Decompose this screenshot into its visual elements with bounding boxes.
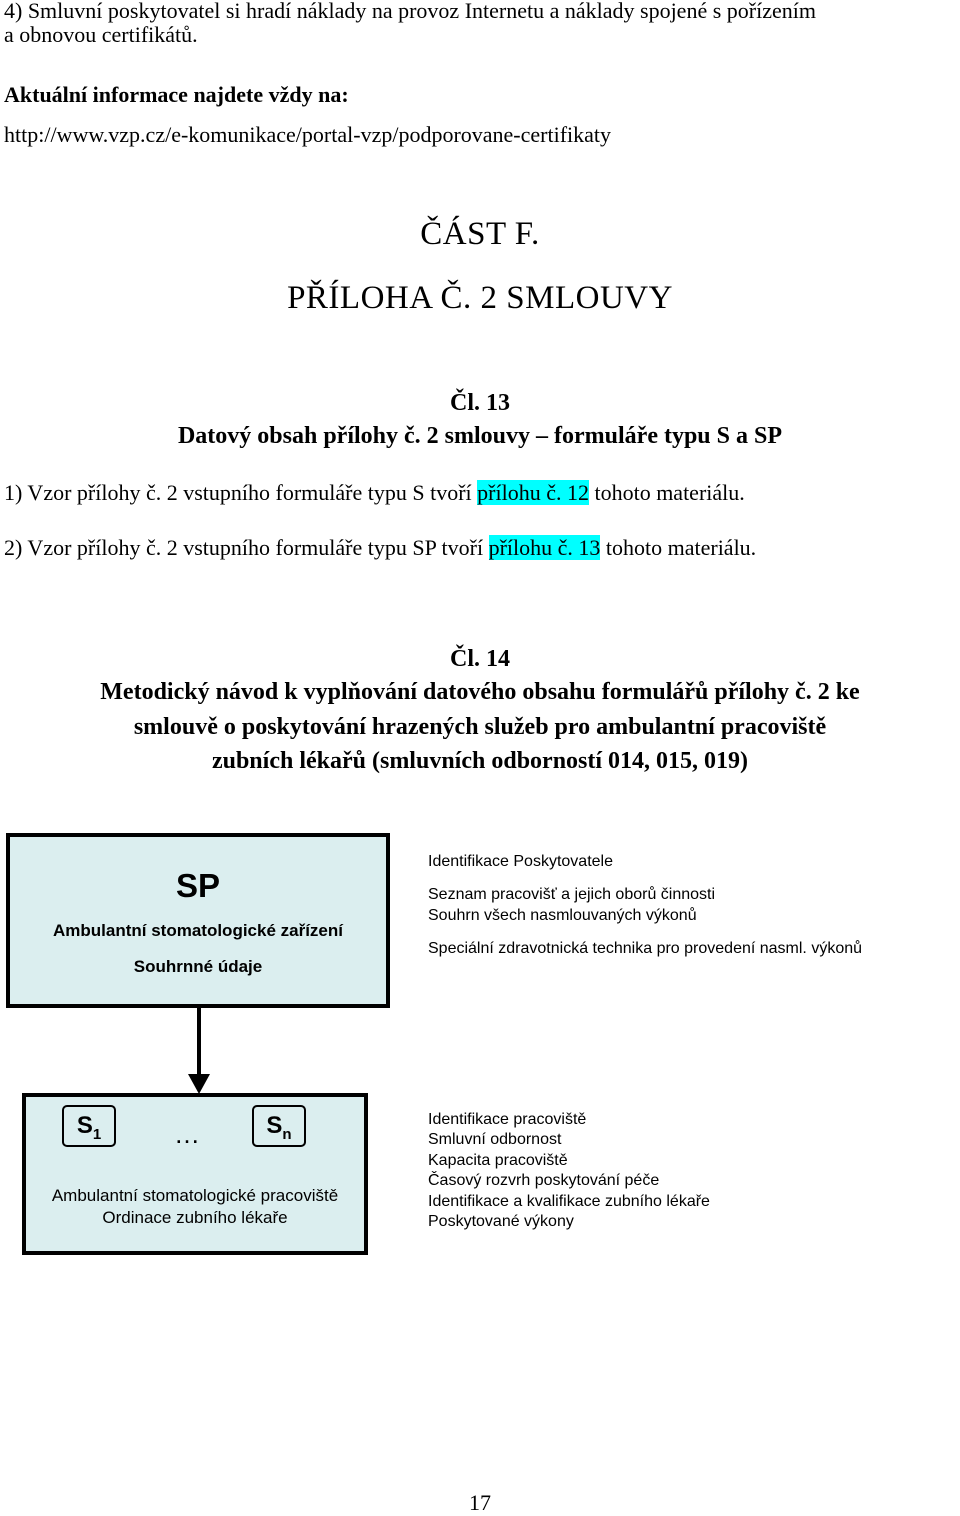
article-14-title-line-3: zubních lékařů (smluvních odborností 014, 015, 019) <box>211 748 749 774</box>
sp-line-2: Souhrnné údaje <box>133 957 263 976</box>
sp-item-4: Speciální zdravotnická technika pro provedení nasml. výkonů <box>428 940 863 957</box>
part-title: ČÁST F. <box>420 216 540 252</box>
s-item-4: Časový rozvrh poskytování péče <box>428 1172 660 1189</box>
article-14-title-line-1: Metodický návod k vyplňování datového obsahu formulářů přílohy č. 2 ke <box>100 679 860 705</box>
item-1-text: 1) Vzor přílohy č. 2 vstupního formuláře typu S tvoří <box>4 480 478 505</box>
s-item-6: Poskytované výkony <box>428 1213 574 1230</box>
article-13-label: Čl. 13 <box>450 390 510 416</box>
page-number: 17 <box>469 1490 491 1515</box>
article-13-title: Datový obsah přílohy č. 2 smlouvy – formuláře typu S a SP <box>177 423 783 449</box>
article-13-item-1 <box>4 480 745 506</box>
item-2-tail: tohoto materiálu. <box>600 535 757 560</box>
s-first-badge <box>62 1105 116 1147</box>
s-item-1: Identifikace pracoviště <box>428 1111 587 1128</box>
s-line-2: Ordinace zubního lékaře <box>102 1208 288 1227</box>
s-first-letter: S <box>76 1112 93 1139</box>
item-4-line-2: a obnovou certifikátů. <box>4 22 198 47</box>
article-14-title-line-2: smlouvě o poskytování hrazených služeb pro ambulantní pracoviště <box>133 714 827 740</box>
s-item-3: Kapacita pracoviště <box>428 1152 568 1169</box>
item-2-text: 2) Vzor přílohy č. 2 vstupního formuláře typu SP tvoří <box>4 535 489 560</box>
sp-line-1: Ambulantní stomatologické zařízení <box>53 921 343 940</box>
sp-code: SP <box>175 867 221 904</box>
arrow-down-icon <box>186 1004 214 1096</box>
sp-item-2: Seznam pracovišť a jejich oborů činnosti <box>428 886 716 903</box>
item-1-highlight: přílohu č. 12 <box>477 480 589 505</box>
item-2-highlight: přílohu č. 13 <box>488 535 601 560</box>
sp-item-1: Identifikace Poskytovatele <box>428 853 613 870</box>
info-link[interactable]: http://www.vzp.cz/e-komunikace/portal-vzp/podporovane-certifikaty <box>4 122 612 147</box>
s-last-sub: n <box>282 1125 292 1143</box>
s-last-letter: S <box>266 1112 283 1139</box>
part-subtitle: PŘÍLOHA Č. 2 SMLOUVY <box>287 280 673 316</box>
item-4-line-1: 4) Smluvní poskytovatel si hradí náklady na provoz Internetu a náklady spojené s pořízením <box>4 0 816 23</box>
s-line-1: Ambulantní stomatologické pracoviště <box>51 1186 339 1205</box>
sp-box <box>6 833 390 1008</box>
item-1-tail: tohoto materiálu. <box>588 480 745 505</box>
s-item-2: Smluvní odbornost <box>428 1131 562 1148</box>
s-item-5: Identifikace a kvalifikace zubního lékaře <box>428 1193 710 1210</box>
article-14-label: Čl. 14 <box>450 646 510 672</box>
s-box <box>22 1093 368 1255</box>
info-heading: Aktuální informace najdete vždy na: <box>4 82 349 107</box>
s-first-sub: 1 <box>92 1125 102 1143</box>
article-13-item-2 <box>4 535 756 561</box>
s-ellipsis: … <box>174 1119 200 1149</box>
s-last-badge <box>252 1105 306 1147</box>
sp-item-3: Souhrn všech nasmlouvaných výkonů <box>428 907 697 924</box>
